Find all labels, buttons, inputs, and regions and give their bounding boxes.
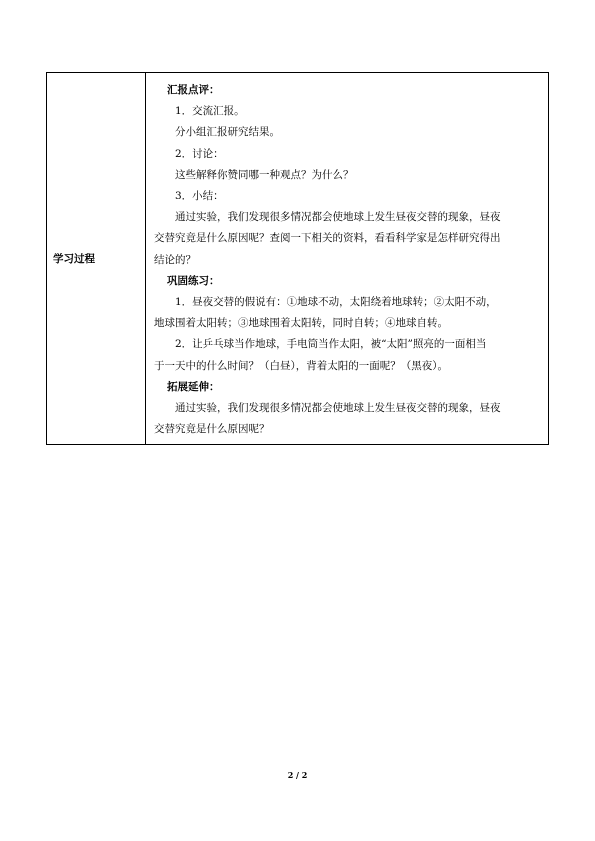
paragraph-line: 2．讨论： [175,147,224,160]
paragraph-line: 3．小结： [175,190,224,203]
content-lines [154,80,542,440]
paragraph-line: 地球围着太阳转；③地球围着太阳转，同时自转；④地球自转。 [154,317,448,330]
paragraph-line: 1．交流汇报。 [175,105,245,118]
paragraph-line: 通过实验，我们发现很多情况都会使地球上发生昼夜交替的现象，昼夜 [175,211,501,224]
page-number: 2 / 2 [287,770,308,780]
paragraph-line: 1．昼夜交替的假说有：①地球不动，太阳绕着地球转；②太阳不动， [175,296,497,309]
table-row [47,73,549,445]
section-heading: 汇报点评： [167,84,220,96]
paragraph-line: 分小组汇报研究结果。 [175,126,280,139]
paragraph-line: 通过实验，我们发现很多情况都会使地球上发生昼夜交替的现象，昼夜 [175,402,501,415]
section-heading: 拓展延伸： [167,380,220,393]
paragraph-line: 交替究竟是什么原因呢？ [154,423,270,436]
paragraph-line: 交替究竟是什么原因呢？查阅一下相关的资料，看看科学家是怎样研究得出 [154,232,501,245]
paragraph-line: 这些解释你赞同哪一种观点？为什么？ [175,168,354,181]
paragraph-line: 于一天中的什么时间？（白昼），背着太阳的一面呢？（黑夜）。 [154,359,448,372]
paragraph-line: 2．让乒乓球当作地球，手电筒当作太阳，被“太阳”照亮的一面相当 [175,338,487,351]
paragraph-line: 结论的？ [154,253,196,266]
section-heading: 巩固练习： [167,274,220,287]
content-cell [146,73,549,445]
lesson-table [46,72,549,445]
row-label: 学习过程 [47,73,146,445]
